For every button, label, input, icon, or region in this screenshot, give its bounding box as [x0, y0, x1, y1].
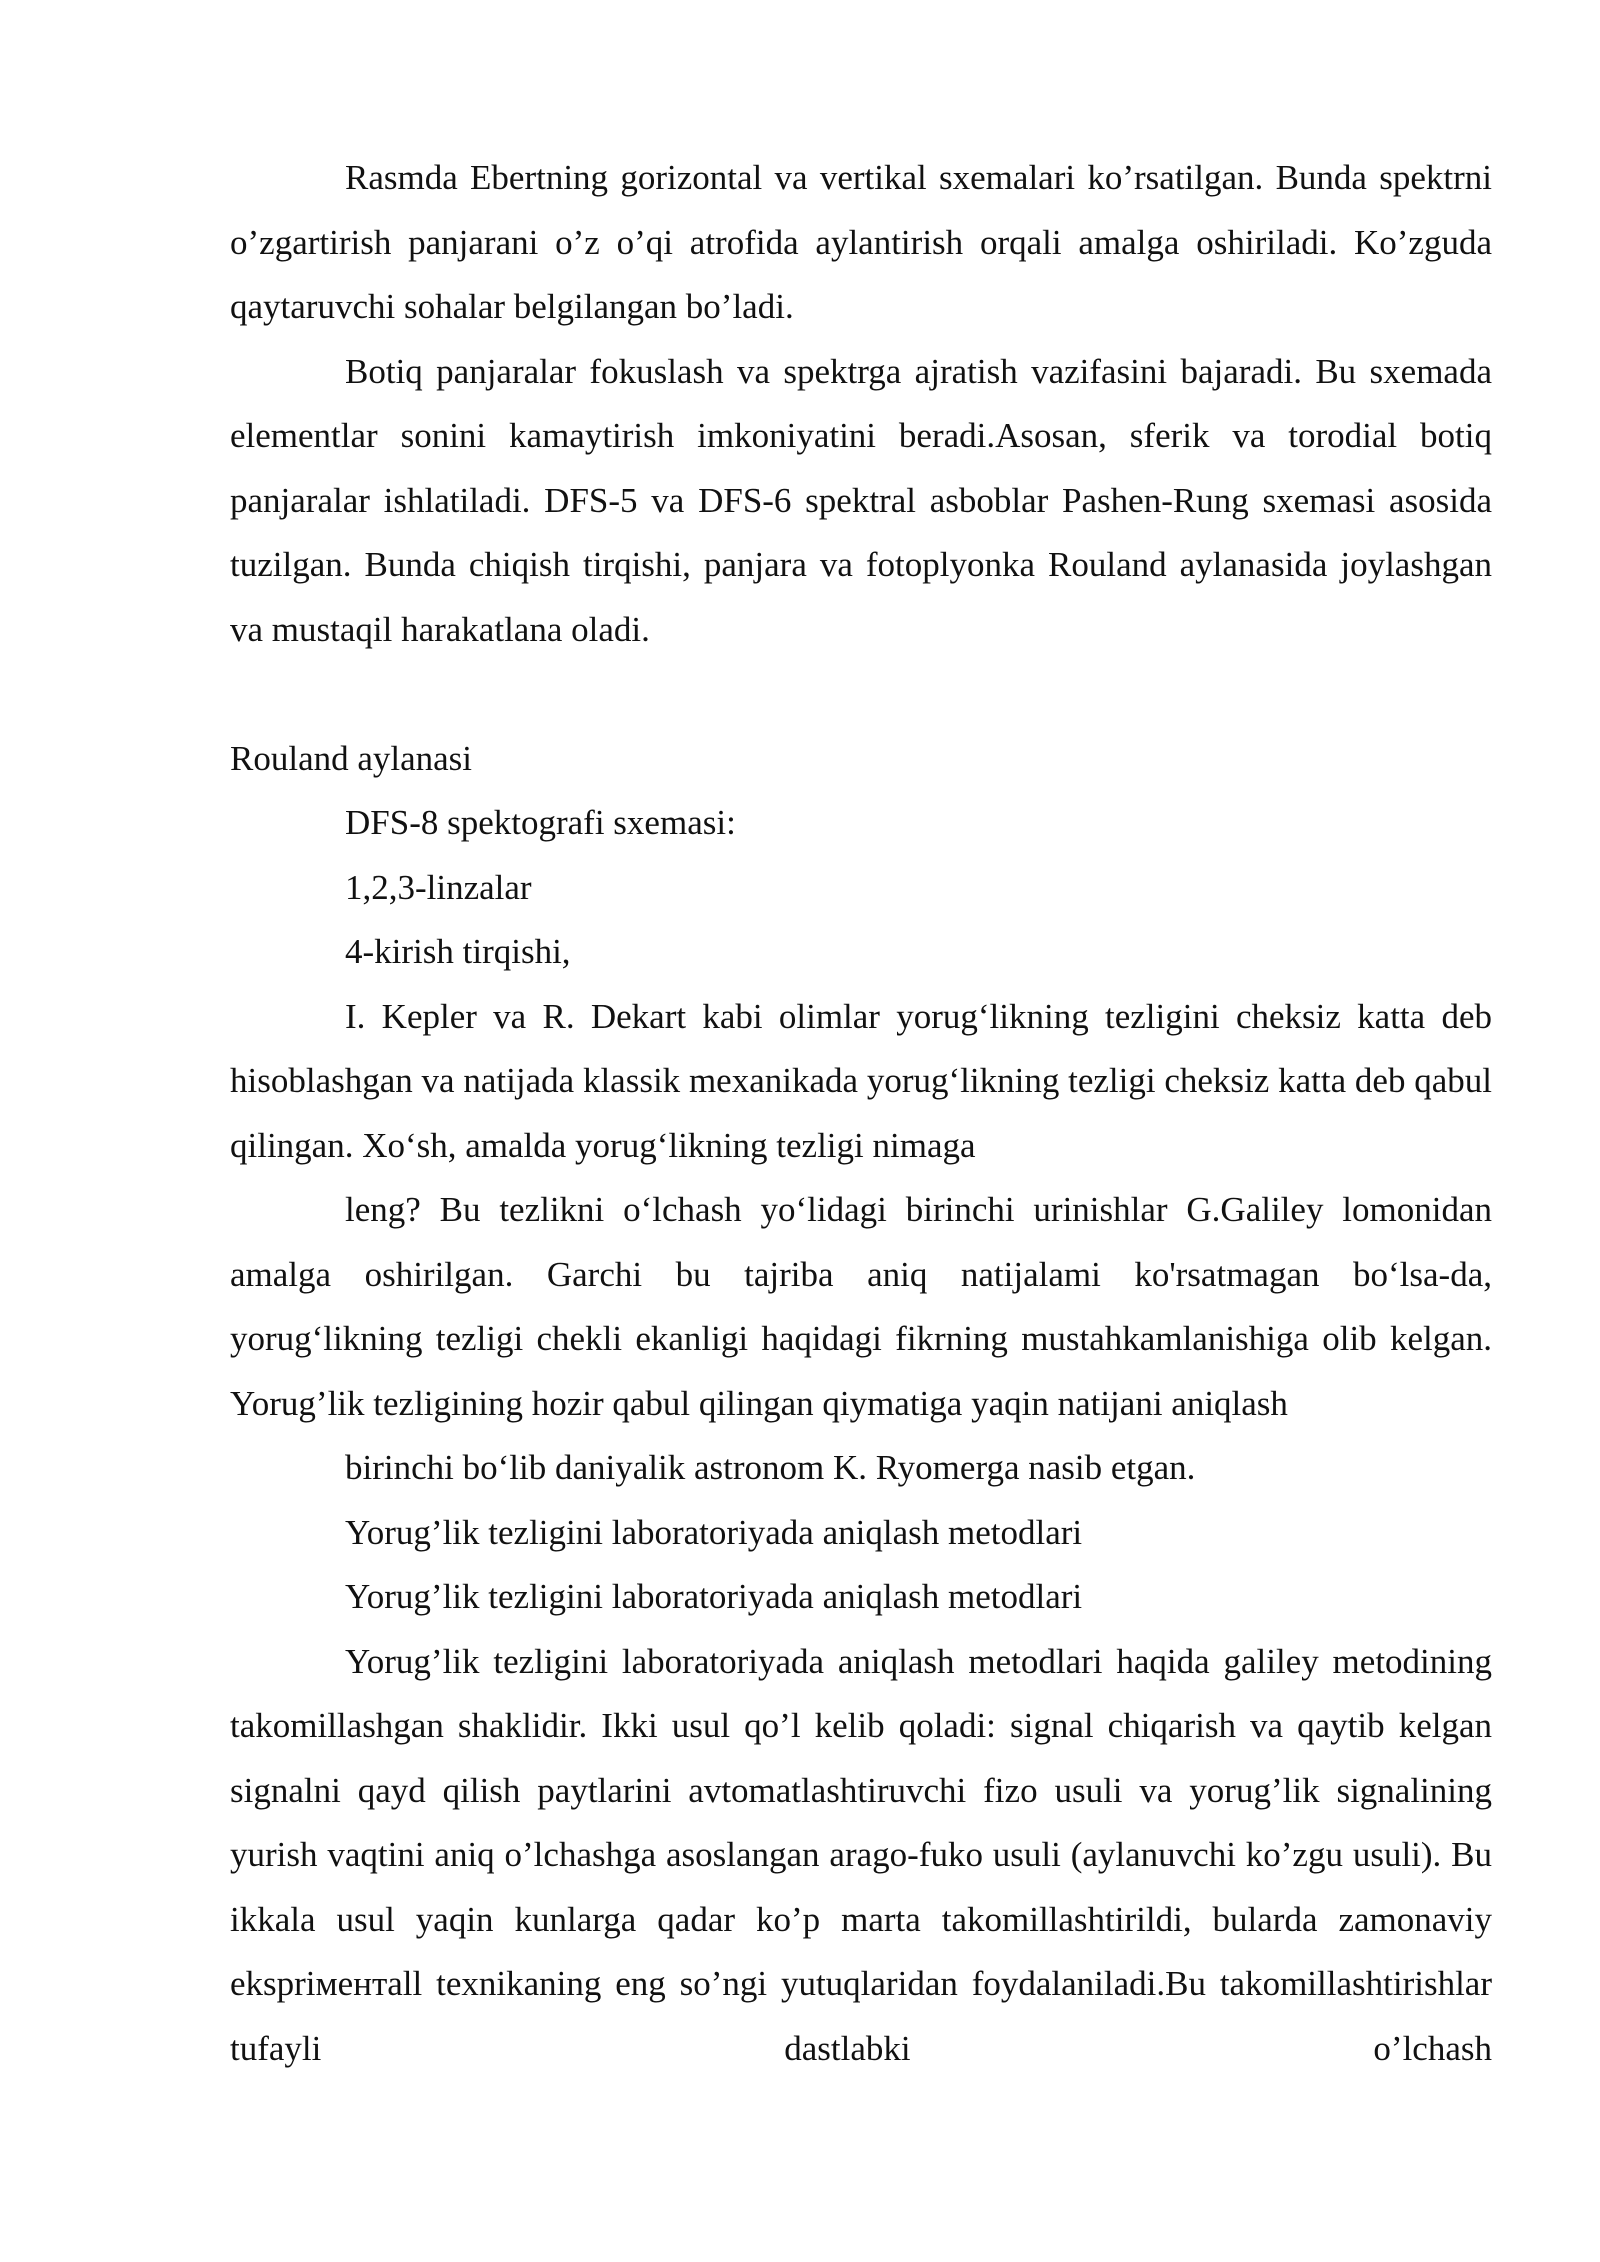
paragraph-fizeau-foucault: Yorug’lik tezligini laboratoriyada aniqlash metodlari haqida galiley metodining takomillashgan shaklidir. Ikki usul qo’l kelib qoladi: signal chiqarish va qaytib kelgan signalni qayd qilish paytlarini avtomatlashtiruvchi fizo usuli va yorug’lik signalining yurish vaqtini aniq o’lchashga asoslangan arago-fuko usuli (aylanuvchi ko’zgu usuli). Bu ikkala usul yaqin kunlarga qadar ko’p marta takomillashtirildi, bularda zamonaviy ekspriментall texnikaning eng so’ngi yutuqlaridan foydalaniladi.Bu takomillashtirishlar tufayli dastlabki o’lchash	[230, 1641, 1492, 2068]
heading-lab-methods-1: Yorug’lik tezligini laboratoriyada aniqlash metodlari	[345, 1512, 1083, 1552]
caption-entrance-slit: 4-kirish tirqishi,	[345, 932, 571, 971]
paragraph-ebert-schemes: Rasmda Ebertning gorizontal va vertikal sxemalari ko’rsatilgan. Bunda spektrni o’zgartirish panjarani o’z o’qi atrofida aylantirish orqali amalga oshiriladi. Ko’zguda qaytaruvchi sohalar belgilangan bo’ladi.	[230, 158, 1492, 326]
caption-rouland-circle: Rouland aylanasi	[230, 738, 473, 778]
paragraph-concave-gratings: Botiq panjaralar fokuslash va spektrga ajratish vazifasini bajaradi. Bu sxemada elementlar sonini kamaytirish imkoniyatini beradi.Asosan, sferik va torodial botiq panjaralar ishlatiladi. DFS-5 va DFS-6 spektral asboblar Pashen-Rung sxemasi asosida tuzilgan. Bunda chiqish tirqishi, panjara va fotoplyonka Rouland aylanasida joylashgan va mustaqil harakatlana oladi.	[230, 351, 1492, 649]
caption-dfs8-scheme: DFS-8 spektografi sxemasi:	[345, 803, 736, 842]
heading-lab-methods-2: Yorug’lik tezligini laboratoriyada aniqlash metodlari	[345, 1577, 1083, 1616]
caption-lenses: 1,2,3-linzalar	[345, 867, 532, 907]
paragraph-galileo: leng? Bu tezlikni o‘lchash yo‘lidagi birinchi urinishlar G.Galiley lomonidan amalga oshirilgan. Garchi bu tajriba aniq natijalami ko'rsatmagan bo‘lsa-da, yorug‘likning tezligi chekli ekanligi haqidagi fikrning mustahkamlanishiga olib kelgan. Yorug’lik tezligining hozir qabul qilingan qiymatiga yaqin natijani aniqlash	[230, 1190, 1492, 1423]
paragraph-kepler-descartes: I. Kepler va R. Dekart kabi olimlar yorug‘likning tezligini cheksiz katta deb hisoblashgan va natijada klassik mexanikada yorug‘likning tezligi cheksiz katta deb qabul qilingan. Xo‘sh, amalda yorug‘likning tezligi nimaga	[230, 996, 1492, 1165]
document-body	[230, 146, 1492, 2081]
blank-line	[230, 662, 1492, 727]
paragraph-roemer: birinchi bo‘lib daniyalik astronom K. Ryomerga nasib etgan.	[345, 1448, 1196, 1487]
